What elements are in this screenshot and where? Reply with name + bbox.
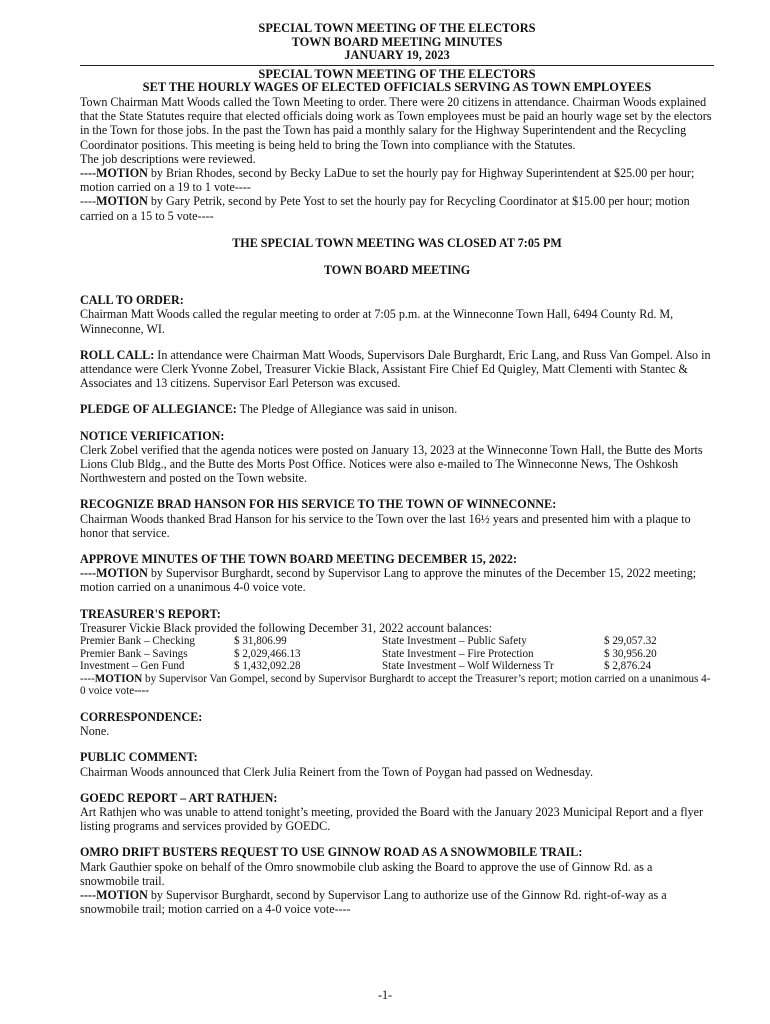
correspondence-section: [80, 710, 714, 738]
minutes-section: [80, 552, 714, 595]
goedc-section: [80, 791, 714, 834]
roll-call-section: [80, 348, 714, 391]
balance-row: Premier Bank – Checking $ 31,806.99 State Investment – Public Safety $ 29,057.32: [80, 635, 657, 648]
notice-title: NOTICE VERIFICATION:: [80, 428, 225, 443]
page-number: -1-: [377, 988, 393, 1002]
goedc-text: Art Rathjen who was unable to attend tonight’s meeting, provided the Board with the January 2023 Municipal Report and a flyer listing programs and services provided by GOEDC.: [80, 805, 704, 834]
goedc-title: GOEDC REPORT – ART RATHJEN:: [80, 790, 278, 805]
header-line-3: JANUARY 19, 2023: [344, 48, 450, 63]
notice-section: [80, 429, 714, 486]
public-comment-text: Chairman Woods announced that Clerk Julia Reinert from the Town of Poygan had passed on Wednesday.: [80, 764, 593, 779]
header-line-1: SPECIAL TOWN MEETING OF THE ELECTORS: [258, 21, 536, 35]
correspondence-title: CORRESPONDENCE:: [80, 710, 203, 725]
recognize-text: Chairman Woods thanked Brad Hanson for his service to the Town over the last 16½ years and presented him with a plaque to honor that service.: [80, 511, 691, 540]
balance-row: Investment – Gen Fund $ 1,432,092.28 State Investment – Wolf Wilderness Tr $ 2,876.24: [80, 660, 652, 673]
minutes-motion: ----MOTION by Supervisor Burghardt, second by Supervisor Lang to approve the minutes of the December 15, 2022 meeting; motion carried on a unanimous 4-0 voice vote.: [80, 566, 697, 595]
recognize-title: RECOGNIZE BRAD HANSON FOR HIS SERVICE TO THE TOWN OF WINNECONNE:: [80, 497, 557, 512]
special-reviewed: The job descriptions were reviewed.: [80, 151, 256, 166]
document-header: [80, 22, 714, 63]
treasurer-section: [80, 607, 714, 698]
special-meeting-body: [80, 95, 714, 223]
pledge-text: The Pledge of Allegiance was said in unison.: [236, 402, 458, 417]
special-closed: THE SPECIAL TOWN MEETING WAS CLOSED AT 7:05 PM: [232, 235, 562, 250]
roll-call-title: ROLL CALL:: [80, 347, 155, 362]
public-comment-title: PUBLIC COMMENT:: [80, 750, 198, 765]
balance-row: Premier Bank – Savings $ 2,029,466.13 State Investment – Fire Protection $ 30,956.20: [80, 647, 657, 660]
treasurer-intro: Treasurer Vickie Black provided the following December 31, 2022 account balances:: [80, 620, 493, 635]
pledge-title: PLEDGE OF ALLEGIANCE:: [80, 402, 237, 417]
header-line-2: TOWN BOARD MEETING MINUTES: [291, 34, 503, 49]
special-intro: Town Chairman Matt Woods called the Town Meeting to order. There were 20 citizens in attendance. Chairman Woods explained that the State Statutes require that elected officials doing work as Town employees must be paid an hourly wage set by the electors in the Town for those jobs. In the past the Town has paid a monthly salary for the Highway Superintendent and the Recycling Coordinator positions. This meeting is being held to bring the Town into compliance with the Statutes.: [80, 94, 712, 152]
treasurer-title: TREASURER'S REPORT:: [80, 606, 221, 621]
roll-call-text: In attendance were Chairman Matt Woods, Supervisors Dale Burghardt, Eric Lang, and Russ Van Gompel. Also in attendance were Clerk Yvonne Zobel, Treasurer Vickie Black, Assistant Fire Chief Ed Quigley, Matt Clementi with Stantec & Associates and 13 citizens. Supervisor Earl Peterson was excused.: [80, 347, 711, 391]
omro-text: Mark Gauthier spoke on behalf of the Omro snowmobile club asking the Board to approve the use of Ginnow Rd. as a snowmobile trail.: [80, 859, 653, 888]
omro-motion: ----MOTION by Supervisor Burghardt, second by Supervisor Lang to authorize use of the Ginnow Rd. right-of-way as a snowmobile trail; motion carried on a 4-0 voice vote----: [80, 888, 667, 917]
omro-section: [80, 845, 714, 916]
recognize-section: [80, 497, 714, 540]
treasurer-motion: ----MOTION by Supervisor Van Gompel, second by Supervisor Burghardt to accept the Treasurer’s report; motion carried on a unanimous 4-0 voice vote----: [80, 672, 711, 698]
omro-title: OMRO DRIFT BUSTERS REQUEST TO USE GINNOW ROAD AS A SNOWMOBILE TRAIL:: [80, 845, 583, 860]
balances-table: [80, 635, 714, 698]
pledge-section: [80, 402, 714, 416]
special-motion-2: ----MOTION by Gary Petrik, second by Pete Yost to set the hourly pay for Recycling Coordinator at $15.00 per hour; motion carried on a 15 to 5 vote----: [80, 194, 690, 223]
board-meeting-title: TOWN BOARD MEETING: [323, 263, 471, 277]
special-motion-1: ----MOTION by Brian Rhodes, second by Becky LaDue to set the hourly pay for Highway Superintendent at $25.00 per hour; motion carried on a 19 to 1 vote----: [80, 165, 695, 195]
header-divider: [80, 65, 714, 66]
call-to-order-title: CALL TO ORDER:: [80, 293, 184, 308]
call-to-order-text: Chairman Matt Woods called the regular meeting to order at 7:05 p.m. at the Winneconne Town Hall, 6494 County Rd. M, Winneconne, WI.: [80, 307, 674, 336]
public-comment-section: [80, 750, 714, 778]
minutes-title: APPROVE MINUTES OF THE TOWN BOARD MEETING DECEMBER 15, 2022:: [80, 552, 517, 567]
call-to-order-section: [80, 293, 714, 336]
notice-text: Clerk Zobel verified that the agenda notices were posted on January 13, 2023 at the Winneconne Town Hall, the Butte des Morts Lions Club Bldg., and the Butte des Morts Post Office. Notices were also e-mailed to The Winneconne News, The Oshkosh Northwestern and posted on the Town website.: [80, 442, 703, 486]
special-meeting-title: SPECIAL TOWN MEETING OF THE ELECTORS: [258, 66, 536, 81]
special-meeting-subtitle: SET THE HOURLY WAGES OF ELECTED OFFICIALS SERVING AS TOWN EMPLOYEES: [142, 80, 652, 95]
correspondence-text: None.: [80, 724, 110, 739]
